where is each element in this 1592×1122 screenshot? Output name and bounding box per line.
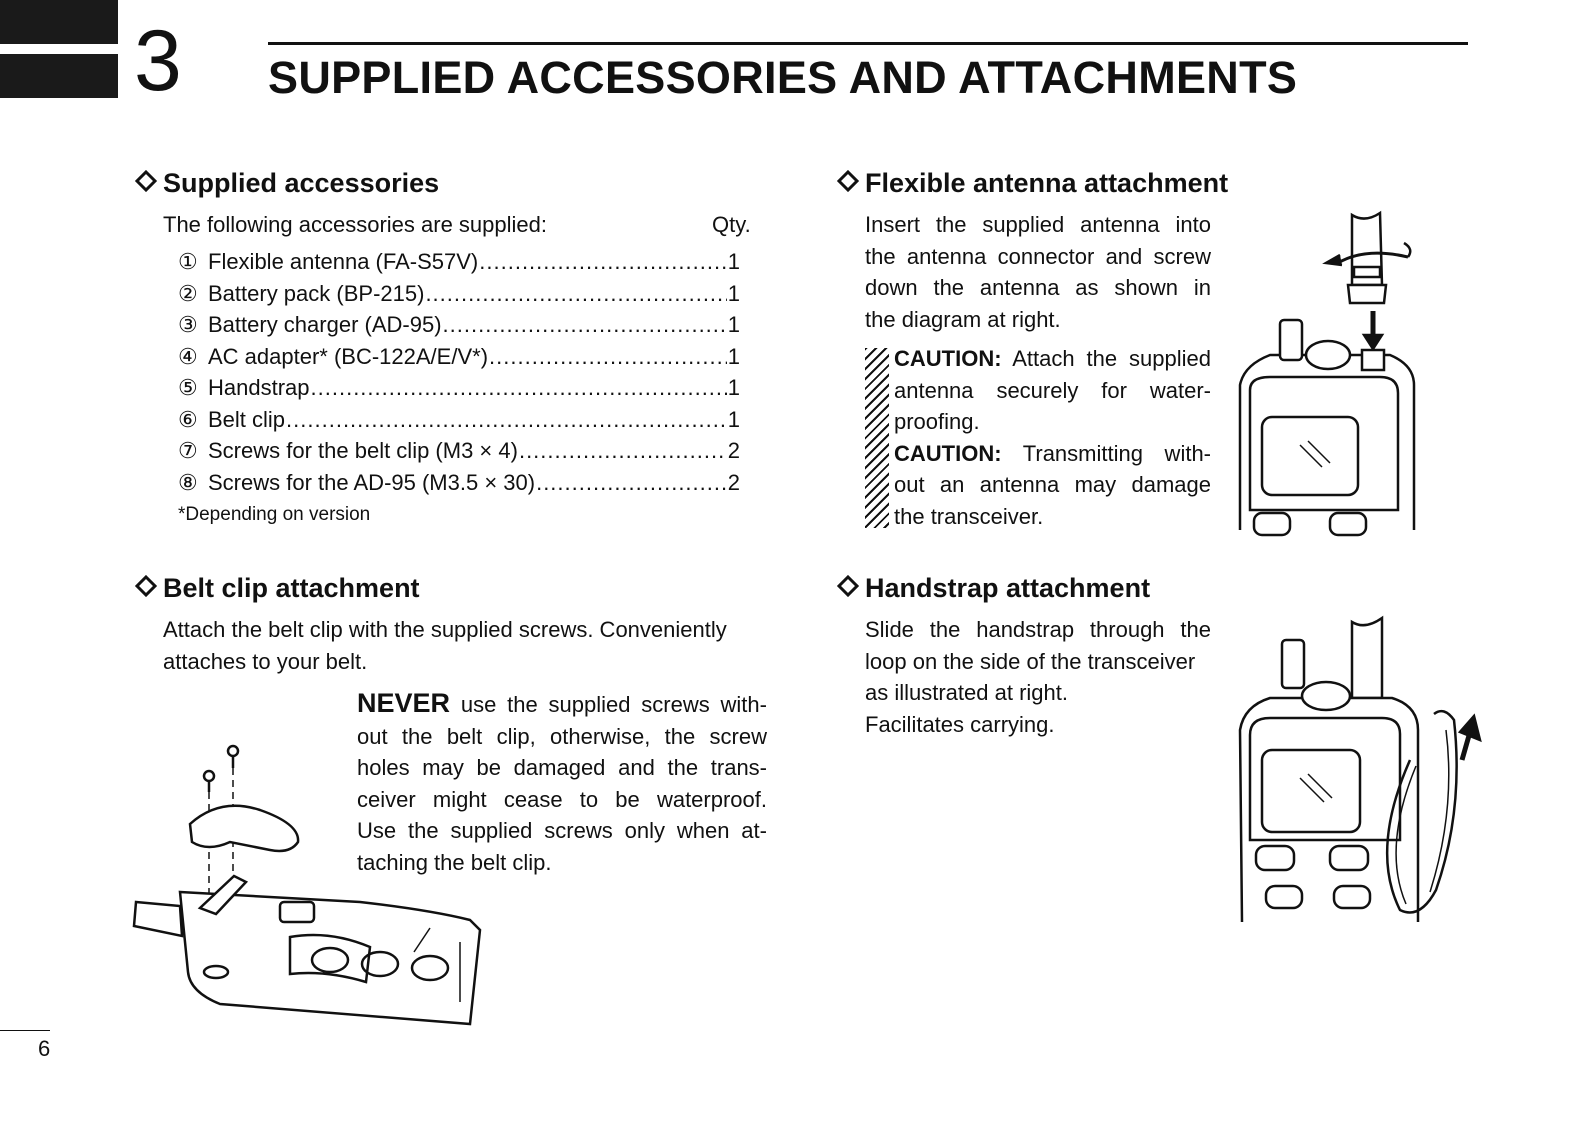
diamond-outline-icon <box>135 168 159 199</box>
list-item <box>178 249 740 281</box>
leader-dots <box>425 281 726 307</box>
text-line: Facilitates carrying. <box>865 711 1055 737</box>
chapter-tab-upper <box>0 0 118 44</box>
chapter-number: 3 <box>134 13 182 109</box>
item-label: AC adapter* (BC-122A/E/V*) <box>208 343 489 369</box>
item-label: Flexible antenna (FA-S57V) <box>208 249 479 274</box>
caution-label: CAUTION: <box>894 346 1002 371</box>
page-number-rule <box>0 1030 50 1031</box>
text-line: ceiver might cease to be waterproof. <box>357 786 767 812</box>
text-line: down the antenna as shown in <box>865 275 1211 300</box>
item-label: Handstrap <box>208 375 310 400</box>
antenna-body <box>865 209 1211 335</box>
item-number: ⑤ <box>178 375 198 400</box>
diamond-outline-icon <box>135 573 159 604</box>
list-item <box>178 407 740 439</box>
text-line: as illustrated at right. <box>865 680 1068 705</box>
leader-dots <box>519 438 727 464</box>
item-qty: 1 <box>727 312 740 337</box>
text-line: taching the belt clip. <box>357 849 552 875</box>
footnote: *Depending on version <box>178 504 371 525</box>
item-label: Battery pack (BP-215) <box>208 280 425 306</box>
text-line: the diagram at right. <box>865 306 1061 332</box>
supplied-accessories-heading <box>135 168 439 199</box>
item-qty: 1 <box>727 280 740 306</box>
heading-text: Belt clip attachment <box>163 573 420 603</box>
never-label: NEVER <box>357 688 451 718</box>
item-qty: 2 <box>727 438 740 463</box>
list-item <box>178 312 740 344</box>
leader-dots <box>536 470 727 496</box>
handstrap-body <box>865 614 1211 740</box>
item-number: ④ <box>178 343 198 369</box>
text-line: use the supplied screws with- <box>460 692 767 717</box>
text-line: Insert the supplied antenna into <box>865 212 1211 237</box>
supplied-intro: The following accessories are supplied: <box>163 212 547 237</box>
heading-text: Flexible antenna attachment <box>865 168 1229 198</box>
item-qty: 1 <box>727 375 740 400</box>
text-line: the transceiver. <box>894 503 1044 529</box>
list-item <box>178 281 740 313</box>
item-number: ⑧ <box>178 469 198 495</box>
text-line: out the belt clip, otherwise, the screw <box>357 723 767 749</box>
item-number: ② <box>178 280 198 306</box>
text-line: Slide the handstrap through the <box>865 617 1211 642</box>
caution-label: CAUTION: <box>894 440 1002 466</box>
text-line: out an antenna may damage <box>894 472 1211 497</box>
page-number: 6 <box>38 1036 51 1061</box>
text-line: proofing. <box>894 409 980 434</box>
item-number: ⑥ <box>178 406 198 432</box>
page-title: SUPPLIED ACCESSORIES AND ATTACHMENTS <box>268 52 1298 103</box>
leader-dots <box>443 312 727 338</box>
antenna-attachment-illustration <box>1230 205 1430 530</box>
list-item <box>178 438 740 470</box>
text-line: Attach the belt clip with the supplied screws. Conveniently <box>163 617 727 642</box>
item-qty: 1 <box>727 249 740 274</box>
item-qty: 1 <box>727 343 740 369</box>
list-item <box>178 344 740 376</box>
text-line: the antenna connector and screw <box>865 243 1211 269</box>
leader-dots <box>311 375 727 401</box>
leader-dots <box>286 407 727 433</box>
text-line: Transmitting with- <box>1022 440 1212 466</box>
heading-text: Supplied accessories <box>163 168 440 198</box>
text-line: Attach the supplied <box>1012 346 1211 371</box>
item-number: ① <box>178 249 198 274</box>
belt-clip-attachment-heading <box>135 573 420 604</box>
belt-clip-body <box>163 614 727 677</box>
accessory-list <box>178 249 740 501</box>
chapter-tab-lower <box>0 54 118 98</box>
text-line: holes may be damaged and the trans- <box>357 755 767 780</box>
item-label: Screws for the AD-95 (M3.5 × 30) <box>208 469 536 495</box>
leader-dots <box>479 249 726 275</box>
text-line: attaches to your belt. <box>163 648 368 674</box>
list-item <box>178 470 740 502</box>
text-line: loop on the side of the transceiver <box>865 648 1196 674</box>
item-number: ⑦ <box>178 438 198 463</box>
caution-hatch-bar <box>865 348 889 528</box>
text-line: Use the supplied screws only when at- <box>357 818 767 843</box>
list-item <box>178 375 740 407</box>
handstrap-illustration <box>1230 610 1490 925</box>
item-label: Belt clip <box>208 406 286 432</box>
diamond-outline-icon <box>837 168 861 199</box>
diamond-outline-icon <box>837 573 861 604</box>
item-qty: 1 <box>727 406 740 432</box>
leader-dots <box>489 344 727 370</box>
item-label: Battery charger (AD-95) <box>208 312 442 337</box>
item-number: ③ <box>178 312 198 337</box>
item-qty: 2 <box>727 469 740 495</box>
antenna-attachment-heading <box>837 168 1228 199</box>
antenna-caution <box>894 343 1211 532</box>
belt-clip-illustration <box>130 742 490 1032</box>
heading-text: Handstrap attachment <box>865 573 1151 603</box>
handstrap-attachment-heading <box>837 573 1150 604</box>
title-rule <box>268 42 1468 45</box>
item-label: Screws for the belt clip (M3 × 4) <box>208 438 518 463</box>
qty-label: Qty. <box>712 212 751 237</box>
text-line: antenna securely for water- <box>894 377 1211 403</box>
